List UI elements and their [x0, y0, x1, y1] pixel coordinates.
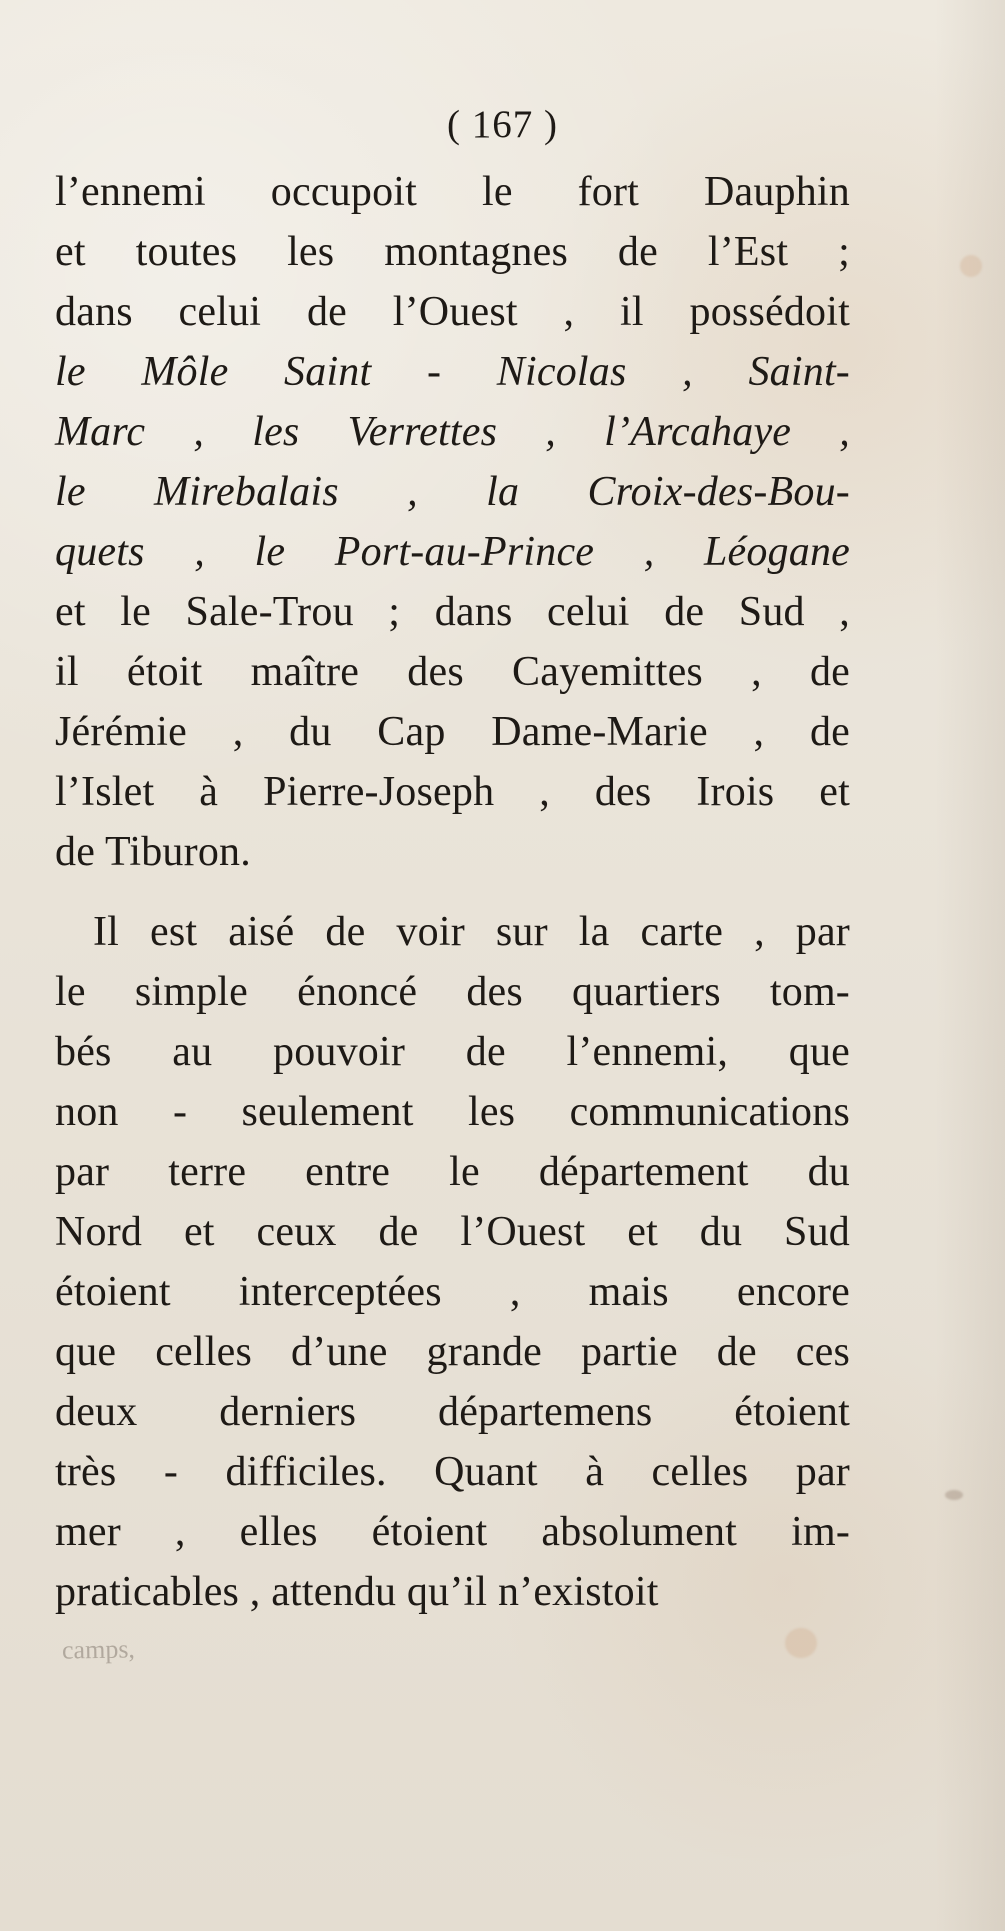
text-line-7: quets , le Port-au-Prince , Léogane	[55, 529, 850, 575]
paper-stain	[785, 1628, 817, 1658]
text-line-8: et le Sale-Trou ; dans celui de Sud ,	[55, 589, 850, 635]
text-line-6: le Mirebalais , la Croix-des-Bou-	[55, 469, 850, 515]
text-line-5: Marc , les Verrettes , l’Arcahaye ,	[55, 409, 850, 455]
text-line-14: le simple énoncé des quartiers tom-	[55, 969, 850, 1015]
text-line-15: bés au pouvoir de l’ennemi, que	[55, 1029, 850, 1075]
text-line-11: l’Islet à Pierre-Joseph , des Irois et	[55, 769, 850, 815]
page-number: ( 167 )	[447, 103, 558, 146]
text-line-12: de Tiburon.	[55, 829, 251, 875]
text-line-1: l’ennemi occupoit le fort Dauphin	[55, 169, 850, 215]
text-line-17: par terre entre le département du	[55, 1149, 850, 1195]
paragraph-gap	[55, 882, 850, 902]
catchword: camps,	[61, 1634, 136, 1665]
paper-stain	[960, 255, 982, 277]
text-line-3: dans celui de l’Ouest , il possédoit	[55, 289, 850, 335]
text-line-2: et toutes les montagnes de l’Est ;	[55, 229, 850, 275]
text-line-18: Nord et ceux de l’Ouest et du Sud	[55, 1209, 850, 1255]
text-line-16: non - seulement les communications	[55, 1089, 850, 1135]
page-gutter-shadow	[935, 0, 1005, 1931]
text-line-24: praticables , attendu qu’il n’existoit	[55, 1569, 659, 1615]
text-line-10: Jérémie , du Cap Dame-Marie , de	[55, 709, 850, 755]
text-line-13: Il est aisé de voir sur la carte , par	[93, 909, 850, 955]
text-line-23: mer , elles étoient absolument im-	[55, 1509, 850, 1555]
text-line-9: il étoit maître des Cayemittes , de	[55, 649, 850, 695]
text-line-19: étoient interceptées , mais encore	[55, 1269, 850, 1315]
page-text	[55, 162, 850, 1622]
paper-mark	[945, 1490, 963, 1500]
text-line-21: deux derniers départemens étoient	[55, 1389, 850, 1435]
text-line-22: très - difficiles. Quant à celles par	[55, 1449, 850, 1495]
text-line-4: le Môle Saint - Nicolas , Saint-	[55, 349, 850, 395]
text-line-20: que celles d’une grande partie de ces	[55, 1329, 850, 1375]
